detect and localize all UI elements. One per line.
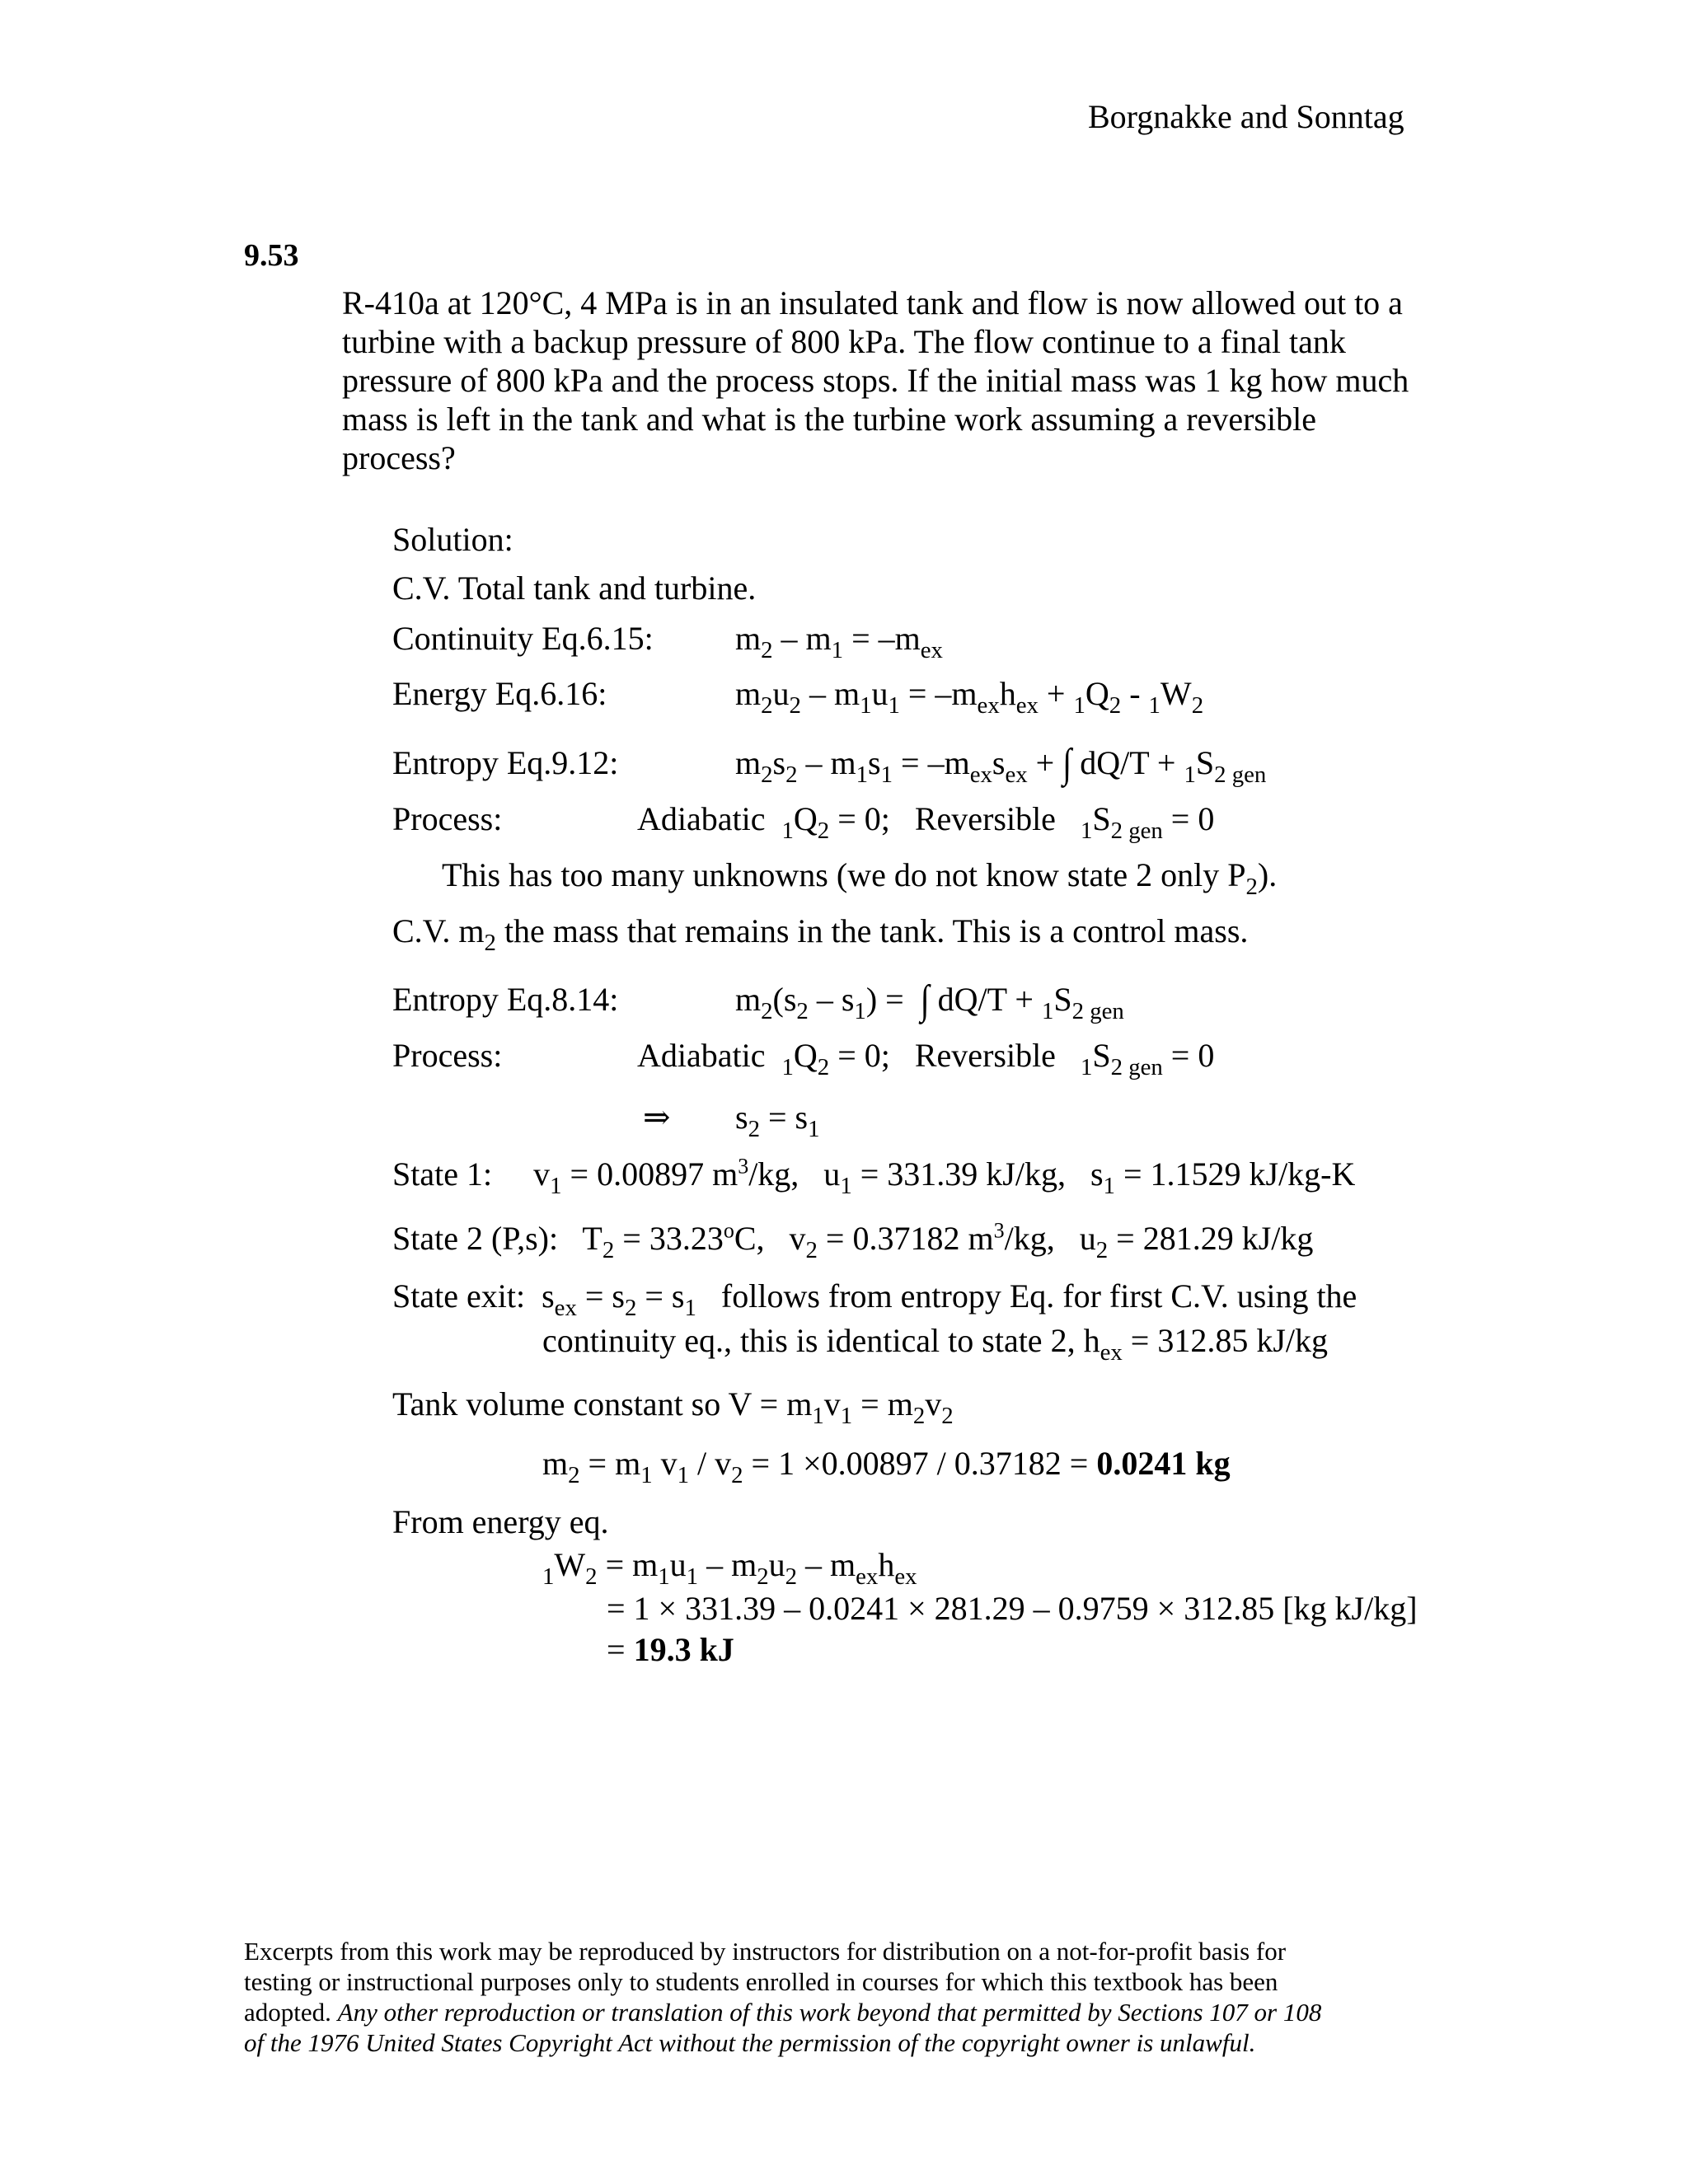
process2-label: Process: [392, 1037, 503, 1074]
footer-italic: Any other reproduction or translation of this work beyond that permitted by Sections 107 or 108 [337, 1998, 1322, 2027]
cv2-prefix: C.V. m [392, 912, 485, 949]
reversible-label: Reversible [914, 1037, 1056, 1074]
problem-number: 9.53 [244, 238, 299, 273]
footer-line: Excerpts from this work may be reproduced by instructors for distribution on a not-for-profit basis for [244, 1937, 1287, 1966]
exit-h: 312.85 [1157, 1322, 1249, 1359]
footer-line [244, 1997, 1321, 2027]
state1-v: 0.00897 [597, 1155, 705, 1193]
entropy-label: Entropy Eq.9.12: [392, 744, 619, 781]
exit-row-2: continuity eq., this is identical to state 2, $h_{ex} = 312.85$ kJ/kg [542, 1322, 1328, 1366]
reversible-label: Reversible [914, 800, 1056, 837]
process2-condition: Adiabatic $_1Q_2 = 0$; Reversible $_1S_{2 gen} = 0$ [637, 1037, 1215, 1081]
state2-row: State 2 (P,s): $T_2 = 33.23^oC$, $v_2 = 0.37182$ $m^3/kg$, $u_2 = 281.29$ kJ/kg [392, 1218, 1314, 1264]
work-numeric: = 1 × 331.39 – 0.0241 × 281.29 – 0.9759 × 312.85 [kg kJ/kg] [607, 1590, 1418, 1627]
problem-statement [342, 284, 1409, 477]
copyright-footer [244, 1936, 1321, 2058]
adiabatic-label: Adiabatic [637, 1037, 766, 1074]
state2-label: State 2 (P,s): [392, 1220, 559, 1257]
tank-volume-row: Tank volume constant so $V = m_1v_1 = m_2v_2$ [392, 1385, 954, 1430]
energy-equation: $m_2u_2 - m_1u_1 = -m_{ex}h_{ex} + _1Q_2 - _1W_2$ [735, 675, 1204, 719]
problem-line: R-410a at 120°C, 4 MPa is in an insulated tank and flow is now allowed out to a [342, 284, 1403, 321]
unknowns-note: This has too many unknowns (we do not know state 2 only $P_2$). [442, 856, 1278, 901]
state1-row: State 1: $v_1 = 0.00897$ $m^3/kg$, $u_1 = 331.39$ kJ/kg, $s_1 = 1.1529$ kJ/kg-K [392, 1154, 1356, 1200]
control-volume-2: C.V. $m_2$ the mass that remains in the tank. This is a control mass. [392, 912, 1249, 957]
exit-text-2: continuity eq., this is identical to state 2, h [542, 1322, 1100, 1359]
process-condition: Adiabatic $_1Q_2 = 0$; Reversible $_1S_{2 gen} = 0$ [637, 800, 1215, 845]
problem-line: process? [342, 439, 456, 476]
problem-line: turbine with a backup pressure of 800 kPa. The flow continue to a final tank [342, 323, 1346, 360]
footer-plain: adopted. [244, 1998, 338, 2027]
state2-v: 0.37182 [852, 1220, 960, 1257]
m2-calculation: $m_2 = m_1$ $v_1 / v_2 = 1 \times 0.00897 / 0.37182 = 0.0241$ kg [542, 1445, 1231, 1489]
problem-line: pressure of 800 kPa and the process stops. If the initial mass was 1 kg how much [342, 362, 1409, 399]
solution-heading: Solution: [392, 521, 513, 558]
state1-s: 1.1529 [1150, 1155, 1241, 1193]
continuity-equation: $m_2 - m_1 = -m_{ex}$ [735, 620, 943, 664]
exit-row-1: State exit: $s_{ex} = s_2 = s_1$ follows from entropy Eq. for first C.V. using the [392, 1277, 1357, 1322]
tank-volume-text: Tank volume constant so V = m [392, 1385, 813, 1422]
state1-u: 331.39 [887, 1155, 978, 1193]
footer-line: of the 1976 United States Copyright Act without the permission of the copyright owner is unlawful. [244, 2028, 1256, 2057]
integral-sign: ∫ [920, 976, 930, 1023]
entropy-equation: $m_2s_2 - m_1s_1 = -m_{ex}s_{ex}$ + ∫ $dQ/T + _1S_{2 gen}$ [735, 739, 1267, 789]
exit-text-1: follows from entropy Eq. for first C.V. using the [720, 1277, 1357, 1315]
isentropic-result: $s_2 = s_1$ [735, 1099, 820, 1143]
energy-label: Energy Eq.6.16: [392, 675, 607, 712]
from-energy-label: From energy eq. [392, 1503, 609, 1540]
work-equation: $_1W_2 = m_1u_1 - m_2u_2 - m_{ex}h_{ex}$ [542, 1546, 917, 1591]
exit-label: State exit: [392, 1277, 526, 1315]
page-header: Borgnakke and Sonntag [1088, 98, 1404, 135]
footer-line: testing or instructional purposes only to students enrolled in courses for which this textbook has been [244, 1967, 1278, 1996]
problem-line: mass is left in the tank and what is the turbine work assuming a reversible [342, 401, 1316, 438]
state2-u: 281.29 [1142, 1220, 1234, 1257]
work-result-row: = 19.3 kJ [607, 1631, 734, 1668]
work-result: 19.3 kJ [633, 1631, 734, 1668]
continuity-label: Continuity Eq.6.15: [392, 620, 654, 657]
state2-T: 33.23 [649, 1220, 724, 1257]
implies-arrow: ⇒ [643, 1099, 671, 1136]
state1-label: State 1: [392, 1155, 493, 1193]
unknowns-text: This has too many unknowns (we do not know state 2 only P [442, 856, 1246, 893]
m2-result: 0.0241 kg [1096, 1445, 1231, 1482]
adiabatic-label: Adiabatic [637, 800, 766, 837]
control-volume-1: C.V. Total tank and turbine. [392, 569, 757, 607]
integral-sign: ∫ [1062, 739, 1072, 786]
cv2-suffix: the mass that remains in the tank. This is a control mass. [495, 912, 1249, 949]
entropy2-label: Entropy Eq.8.14: [392, 981, 619, 1018]
entropy2-equation: $m_2(s_2 - s_1)$ = ∫ $dQ/T + _1S_{2 gen}$ [735, 976, 1124, 1025]
process-label: Process: [392, 800, 503, 837]
